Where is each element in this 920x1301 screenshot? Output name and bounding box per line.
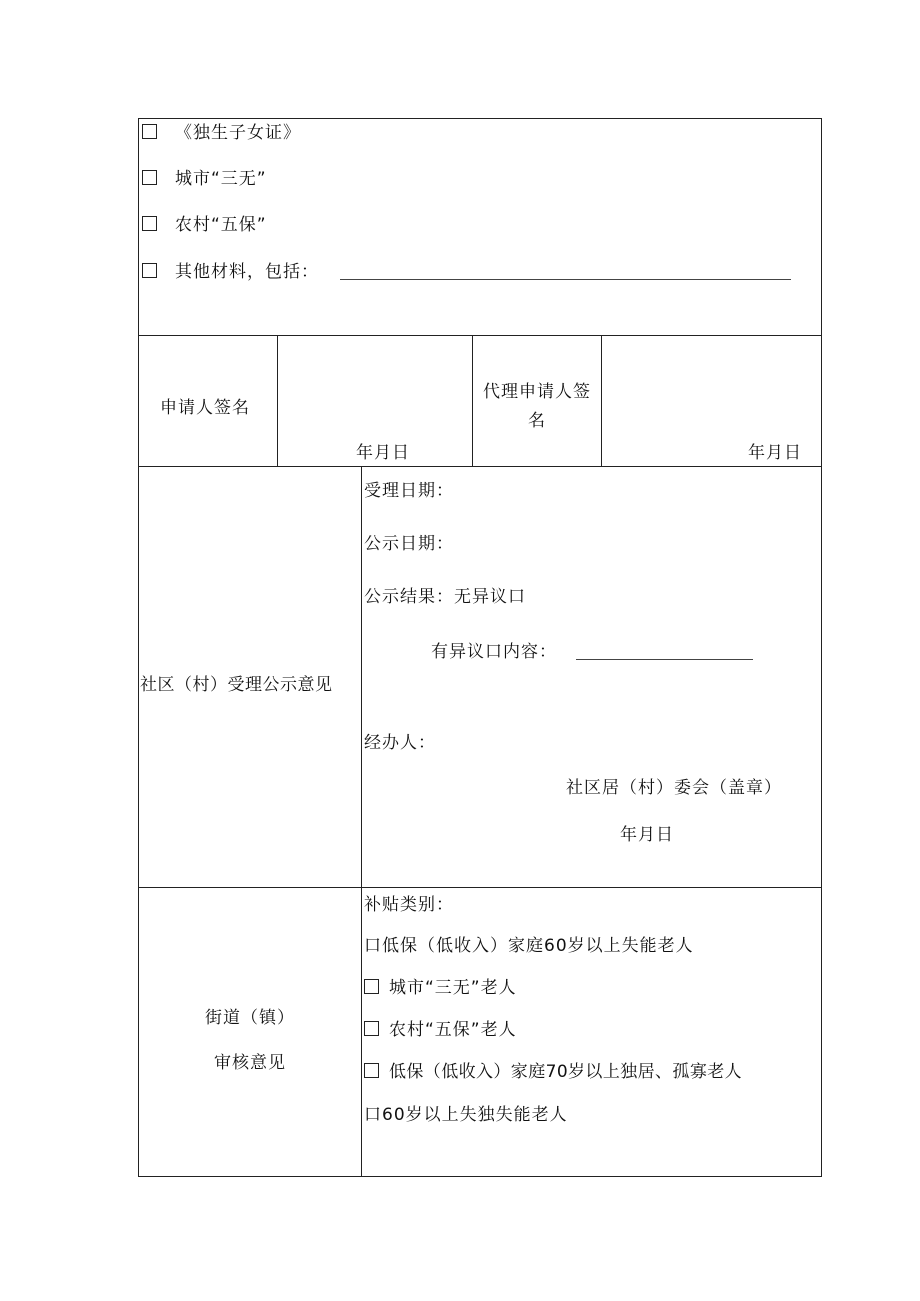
objection-box[interactable]: 口	[485, 642, 503, 662]
publicity-date: 公示日期：	[364, 534, 454, 554]
sig-divider-3	[601, 335, 602, 466]
applicant-signature-label: 申请人签名	[160, 398, 250, 418]
table-border-top	[138, 118, 822, 119]
subsidy-option-1-box[interactable]: 口	[364, 936, 382, 956]
no-objection-box[interactable]: 口	[508, 587, 526, 607]
applicant-signature-date: 年月日	[356, 443, 410, 463]
handler-label: 经办人：	[364, 733, 436, 753]
subsidy-option-4: 低保（低收入）家庭70岁以上独居、孤寡老人	[364, 1061, 742, 1083]
subsidy-option-5-box[interactable]: 口	[364, 1105, 382, 1125]
checkbox[interactable]	[142, 263, 157, 278]
checkbox[interactable]	[142, 216, 157, 231]
publicity-result: 公示结果：无异议口	[364, 587, 526, 607]
material-item-rural-five-guarantee: 农村“五保”	[142, 214, 267, 236]
table-border-left	[138, 118, 139, 1177]
checkbox[interactable]	[142, 170, 157, 185]
row-divider-3	[138, 887, 822, 888]
subsidy-option-5: 口60岁以上失独失能老人	[364, 1105, 568, 1125]
row-divider-1	[138, 335, 822, 336]
checkbox[interactable]	[364, 1063, 379, 1078]
table-border-right	[821, 118, 822, 1177]
material-item-urban-three-no: 城市“三无”	[142, 168, 267, 190]
accept-date: 受理日期：	[364, 481, 454, 501]
community-label: 社区（村）受理公示意见	[140, 675, 333, 695]
objection-line: 有异议口内容：	[431, 642, 557, 662]
subsidy-option-1: 口低保（低收入）家庭60岁以上失能老人	[364, 936, 694, 956]
row-divider-2	[138, 466, 822, 467]
objection-content-line[interactable]	[576, 659, 753, 660]
label-column-divider	[361, 466, 362, 1176]
agent-signature-label: 代理申请人签 名	[483, 382, 591, 431]
sig-divider-2	[472, 335, 473, 466]
community-seal: 社区居（村）委会（盖章）	[566, 778, 782, 798]
material-item-other: 其他材料，包括：	[142, 261, 319, 283]
community-date: 年月日	[620, 825, 674, 845]
subsidy-category-title: 补贴类别：	[364, 895, 454, 915]
material-item-certificate: 《独生子女证》	[142, 122, 301, 144]
agent-signature-date: 年月日	[748, 443, 802, 463]
table-border-bottom	[138, 1176, 822, 1177]
checkbox[interactable]	[364, 979, 379, 994]
subsidy-option-3: 农村“五保”老人	[364, 1019, 517, 1041]
checkbox[interactable]	[364, 1021, 379, 1036]
checkbox[interactable]	[142, 124, 157, 139]
other-materials-line[interactable]	[340, 279, 791, 280]
sig-divider-1	[277, 335, 278, 466]
street-review-label: 街道（镇） 审核意见	[205, 1008, 295, 1073]
subsidy-option-2: 城市“三无”老人	[364, 977, 517, 999]
